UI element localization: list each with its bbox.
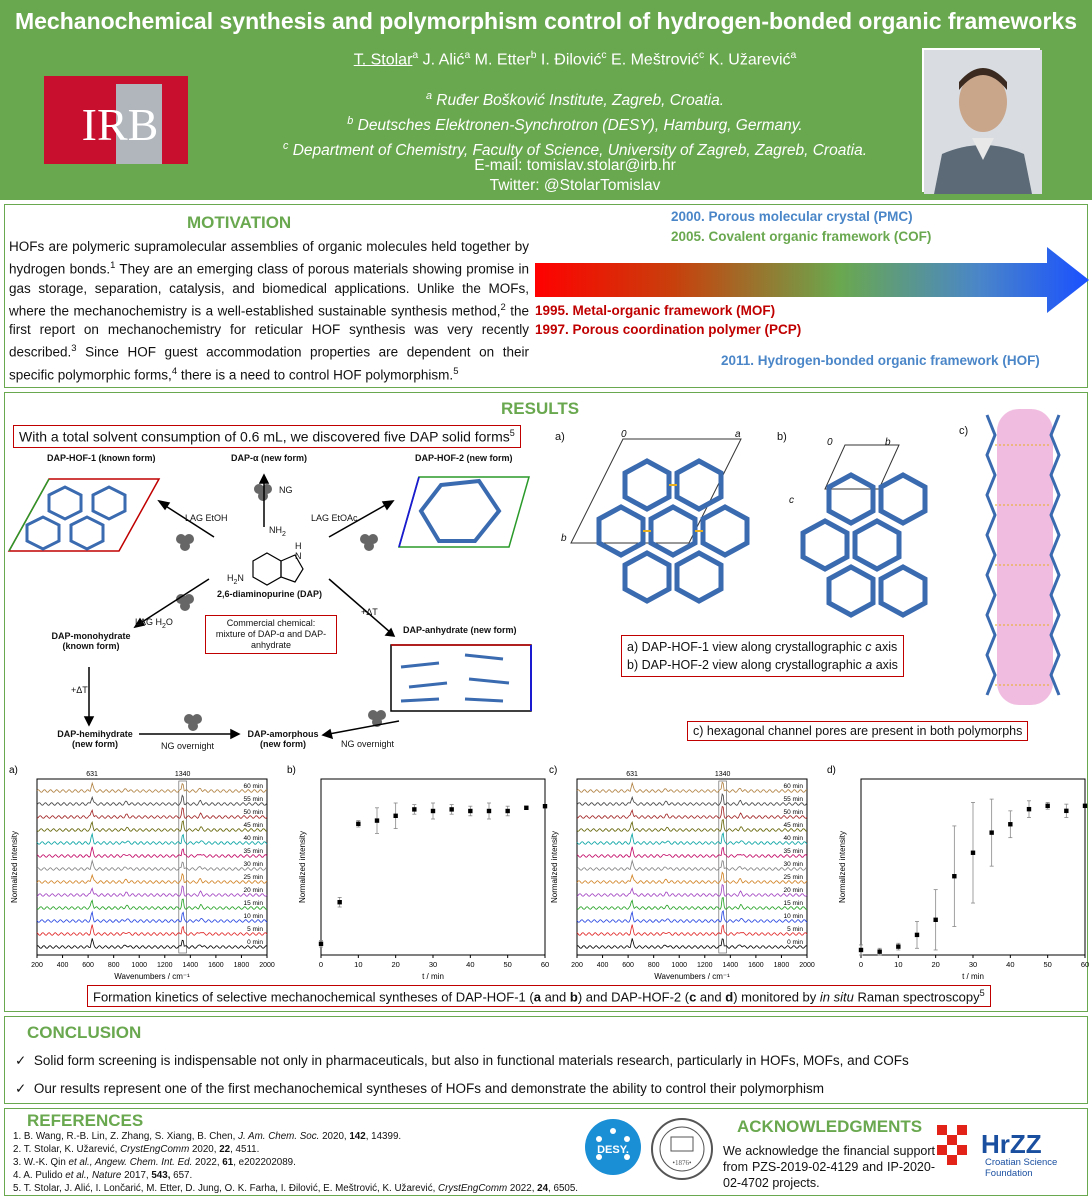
x-tick-label: 30 xyxy=(968,960,978,969)
series-label: 10 min xyxy=(783,913,803,920)
commercial-chemical-box: Commercial chemical: mixture of DAP-α and DAP-anhydrate xyxy=(205,615,337,654)
spectrum-line xyxy=(577,885,807,897)
solid-forms-claim xyxy=(13,425,521,448)
affiliation: $^b$ Deutsches Elektronen-Synchrotron (DESY), Hamburg, Germany. xyxy=(347,115,803,135)
spectrum-line xyxy=(37,861,267,871)
label-plus-dt-1: +ΔT xyxy=(361,607,378,617)
data-point xyxy=(319,942,323,946)
series-label: 0 min xyxy=(247,939,263,946)
hof1-crystal-view xyxy=(565,433,775,633)
hrzz-logo-caption: Croatian Science Foundation xyxy=(985,1157,1058,1179)
hof2-unit-cell xyxy=(399,477,529,547)
data-point xyxy=(933,918,937,922)
series-label: 60 min xyxy=(783,783,803,790)
data-point xyxy=(1045,804,1049,808)
series-label: 35 min xyxy=(783,848,803,855)
data-point xyxy=(989,830,993,834)
data-point xyxy=(896,944,900,948)
acknowledgments-text: We acknowledge the financial support from PZS-2019-02-4129 and IP-2020-02-4702 projects. xyxy=(723,1144,935,1190)
series-label: 30 min xyxy=(243,861,263,868)
spectrum-line xyxy=(577,847,807,858)
poster-title: Mechanochemical synthesis and polymorphism control of hydrogen-bonded organic frameworks xyxy=(14,8,1078,34)
author-name: E. Meštrović xyxy=(611,51,700,69)
data-point xyxy=(1083,804,1087,808)
poster-header xyxy=(0,0,1092,200)
label-hof1: DAP-HOF-1 (known form) xyxy=(47,453,156,463)
data-point xyxy=(1008,822,1012,826)
data-point xyxy=(487,809,491,813)
timeline-2005: 2005. Covalent organic framework (COF) xyxy=(671,229,932,244)
desy-logo-text: DESY. xyxy=(597,1144,629,1156)
hof2-structure xyxy=(421,481,499,541)
label-plus-dt-2: +ΔT xyxy=(71,685,88,695)
x-tick-label: 10 xyxy=(354,960,363,969)
caption-a: a) DAP-HOF-1 view along crystallographic c axis xyxy=(627,640,898,654)
reference-item: 4. A. Pulido et al., Nature 2017, 543, 657. xyxy=(13,1170,193,1181)
axis-label-a: a xyxy=(735,429,741,440)
ball-mill-icon xyxy=(176,594,194,611)
x-tick-label: 1200 xyxy=(696,962,713,969)
data-point xyxy=(431,809,435,813)
author-photo xyxy=(922,48,1040,192)
x-axis-label: t / min xyxy=(962,972,984,981)
author-name: K. Užarević xyxy=(708,51,791,69)
series-label: 55 min xyxy=(783,796,803,803)
series-label: 40 min xyxy=(783,835,803,842)
panel-label: b) xyxy=(287,765,296,776)
axis-label-0-b: 0 xyxy=(827,437,833,448)
timeline-1995: 1995. Metal-organic framework (MOF) xyxy=(535,303,776,318)
panel-label: c) xyxy=(549,765,558,776)
label-amorphous: DAP-amorphous (new form) xyxy=(247,729,319,749)
series-label: 10 min xyxy=(243,913,263,920)
x-tick-label: 800 xyxy=(107,962,120,969)
x-tick-label: 40 xyxy=(1006,960,1015,969)
data-point xyxy=(393,814,397,818)
caption-b: b) DAP-HOF-2 view along crystallographic a axis xyxy=(627,658,898,672)
x-tick-label: 1600 xyxy=(748,962,764,969)
axis-label-b-b: b xyxy=(885,437,891,448)
x-tick-label: 50 xyxy=(503,960,512,969)
spectrum-line xyxy=(37,938,267,948)
series-label: 25 min xyxy=(783,874,803,881)
affiliation-list xyxy=(230,86,920,161)
spectrum-line xyxy=(577,898,807,910)
series-label: 5 min xyxy=(247,926,263,933)
ball-mill-icon xyxy=(176,534,194,551)
data-point xyxy=(468,809,472,813)
x-tick-label: 1600 xyxy=(208,962,224,969)
panel-label: a) xyxy=(9,765,18,776)
series-label: 50 min xyxy=(243,809,263,816)
hof1-structure xyxy=(27,487,125,549)
y-axis-label: Normalized intensity xyxy=(298,830,307,904)
references-section xyxy=(4,1108,1088,1196)
ball-mill-icon xyxy=(360,534,378,551)
spectrum-line xyxy=(37,912,267,922)
spectrum-line xyxy=(37,834,267,844)
spectrum-line xyxy=(577,925,807,936)
author-list: T. Stolar$^a$ J. Alić$^a$ M. Etter$^b$ I. Đilović$^c$ E. Meštrović$^c$ K. Užarević$^a$ xyxy=(353,50,797,69)
label-dap-alpha: DAP-α (new form) xyxy=(231,453,308,463)
label-lag-etoac: LAG EtOAc xyxy=(311,513,358,523)
reference-item: 5. T. Stolar, J. Alić, I. Lončarić, M. Etter, D. Jung, O. K. Farha, I. Đilović, E. Meštrović, K. Užarević, CrystEngComm 2022, 24, 6505. xyxy=(13,1183,579,1194)
acknowledgments-title: ACKNOWLEDGMENTS xyxy=(737,1117,923,1136)
label-ng: NG xyxy=(279,485,293,495)
conclusion-title: CONCLUSION xyxy=(27,1023,142,1042)
peak-annotation: 631 xyxy=(626,771,638,778)
desy-logo xyxy=(583,1117,643,1177)
x-tick-label: 2000 xyxy=(799,962,815,969)
data-point xyxy=(1027,807,1031,811)
x-axis-label: t / min xyxy=(422,972,444,981)
spectrum-line xyxy=(37,808,267,818)
x-tick-label: 400 xyxy=(56,962,69,969)
data-point xyxy=(524,806,528,810)
data-point xyxy=(877,949,881,953)
spectrum-line xyxy=(577,872,807,883)
x-tick-label: 60 xyxy=(540,960,550,969)
conclusion-item: ✓ Our results represent one of the first mechanochemical syntheses of HOFs and demonstrate the ability to control their polymorphism xyxy=(15,1081,824,1096)
x-tick-label: 0 xyxy=(858,960,864,969)
spectrum-line xyxy=(37,783,267,792)
conclusion-section xyxy=(4,1016,1088,1104)
x-tick-label: 200 xyxy=(31,962,43,969)
author-name: M. Etter xyxy=(474,51,531,69)
label-nh2: $NH_2$ xyxy=(269,525,286,538)
email: E-mail: tomislav.stolar@irb.hr xyxy=(474,157,676,174)
series-label: 45 min xyxy=(243,822,263,829)
data-point xyxy=(412,807,416,811)
reference-item: 2. T. Stolar, K. Užarević, CrystEngComm 2020, 22, 4511. xyxy=(13,1144,260,1155)
x-tick-label: 600 xyxy=(622,962,634,969)
raman-spectra-a xyxy=(5,763,273,983)
label-lag-etoh: LAG EtOH xyxy=(185,513,228,523)
hof1-unit-cell xyxy=(9,479,159,551)
spectrum-line xyxy=(37,821,267,831)
claim-text: With a total solvent consumption of 0.6 mL, we discovered five DAP solid forms xyxy=(19,428,510,445)
data-point xyxy=(449,807,453,811)
spectrum-line xyxy=(37,886,267,896)
kinetics-plot-d xyxy=(821,763,1089,983)
x-tick-label: 60 xyxy=(1080,960,1090,969)
ball-mill-icon xyxy=(184,714,202,731)
channel-pores-caption: c) hexagonal channel pores are present in both polymorphs xyxy=(687,721,1028,741)
affiliation: $^c$ Department of Chemistry, Faculty of Science, University of Zagreb, Zagreb, Croatia. xyxy=(282,140,868,160)
plot-frame xyxy=(577,779,807,955)
series-label: 35 min xyxy=(243,848,263,855)
x-tick-label: 200 xyxy=(571,962,583,969)
ball-mill-icon xyxy=(254,484,272,501)
seal-year: •1876• xyxy=(672,1159,692,1167)
data-point xyxy=(505,809,509,813)
label-nh-ring: H N xyxy=(295,541,302,561)
contact-info xyxy=(230,156,920,196)
affiliation: $^a$ Ruđer Bošković Institute, Zagreb, Croatia. xyxy=(425,90,725,110)
panel-b-label: b) xyxy=(777,431,787,443)
series-label: 40 min xyxy=(243,835,263,842)
x-tick-label: 1400 xyxy=(182,962,199,969)
x-tick-label: 800 xyxy=(647,962,660,969)
data-point xyxy=(375,818,379,822)
twitter-handle: Twitter: @StolarTomislav xyxy=(489,177,661,194)
panel-c-label: c) xyxy=(959,425,969,437)
series-label: 45 min xyxy=(783,822,803,829)
x-tick-label: 1800 xyxy=(233,962,250,969)
data-point xyxy=(952,874,956,878)
motivation-section xyxy=(4,204,1088,388)
data-point xyxy=(915,933,919,937)
x-axis-label: Wavenumbers / cm⁻¹ xyxy=(654,972,730,981)
reference-item: 3. W.-K. Qin et al., Angew. Chem. Int. Ed. 2022, 61, e202202089. xyxy=(13,1157,296,1168)
x-tick-label: 600 xyxy=(82,962,94,969)
label-monohydrate: DAP-monohydrate (known form) xyxy=(51,631,131,651)
plot-frame xyxy=(37,779,267,955)
series-label: 5 min xyxy=(787,926,803,933)
x-tick-label: 0 xyxy=(318,960,324,969)
crystal-views-caption xyxy=(621,635,904,677)
x-tick-label: 1000 xyxy=(671,962,688,969)
data-point xyxy=(356,822,360,826)
claim-ref: 5 xyxy=(509,428,515,438)
axis-label-b: b xyxy=(561,533,567,544)
x-tick-label: 50 xyxy=(1043,960,1052,969)
reference-item: 1. B. Wang, R.-B. Lin, Z. Zhang, S. Xiang, B. Chen, J. Am. Chem. Soc. 2020, 142, 14399. xyxy=(13,1131,402,1142)
conclusion-item: ✓ Solid form screening is indispensable not only in pharmaceuticals, but also in functional materials research, particularly in HOFs, MOFs, and COFs xyxy=(15,1053,909,1068)
chemistry-seal xyxy=(649,1113,715,1191)
series-label: 15 min xyxy=(783,900,803,907)
spectrum-line xyxy=(37,874,267,884)
x-tick-label: 1800 xyxy=(773,962,790,969)
check-icon: ✓ xyxy=(15,1081,27,1096)
check-icon: ✓ xyxy=(15,1053,27,1068)
raman-spectra-c xyxy=(545,763,815,983)
series-label: 20 min xyxy=(783,887,803,894)
y-axis-label: Normalized intensity xyxy=(838,830,847,904)
timeline-2011: 2011. Hydrogen-bonded organic framework (HOF) xyxy=(721,353,1040,368)
x-tick-label: 10 xyxy=(894,960,903,969)
series-label: 55 min xyxy=(243,796,263,803)
peak-annotation: 1340 xyxy=(174,771,191,778)
hof2-crystal-view xyxy=(789,437,949,637)
spectrum-line xyxy=(577,794,807,805)
peak-annotation: 631 xyxy=(86,771,98,778)
x-tick-label: 40 xyxy=(466,960,475,969)
spectrum-line xyxy=(37,925,267,936)
spectrum-line xyxy=(37,847,267,858)
results-section xyxy=(4,392,1088,1012)
y-axis-label: Normalized intensity xyxy=(10,830,19,904)
references-title: REFERENCES xyxy=(27,1111,144,1130)
x-axis-label: Wavenumbers / cm⁻¹ xyxy=(114,972,190,981)
y-axis-label: Normalized intensity xyxy=(550,830,559,904)
irb-logo-text: IRB xyxy=(81,99,159,150)
x-tick-label: 20 xyxy=(931,960,940,969)
x-tick-label: 1000 xyxy=(131,962,148,969)
motivation-paragraph: HOFs are polymeric supramolecular assemblies of organic molecules held together by hydrogen bonds.$^1$ They are an emerging class of porous materials showing promise in gas storage, separation, catalysis, and biomedical applications. Unlike the MOFs, where the mechanochemistry is a well-established sustainable synthesis method,$^2$ the first report on mechanochemistry for reticular HOF synthesis was very recently described.$^3$ Since HOF guest accommodation properties are dependent on their specific polymorphic forms,$^4$ there is a need to control HOF polymorphism.$^5$ xyxy=(9,239,530,382)
x-tick-label: 1200 xyxy=(156,962,173,969)
panel-label: d) xyxy=(827,765,836,776)
spectrum-line xyxy=(577,938,807,948)
axis-label-0: 0 xyxy=(621,429,627,440)
axis-label-c: c xyxy=(789,495,794,506)
label-dap-name: 2,6-diaminopurine (DAP) xyxy=(217,589,323,599)
data-point xyxy=(337,900,341,904)
x-tick-label: 30 xyxy=(428,960,438,969)
label-ng-overnight-1: NG overnight xyxy=(161,741,215,751)
kinetics-plot-b xyxy=(281,763,549,983)
spectrum-line xyxy=(37,899,267,909)
spectrum-line xyxy=(577,807,807,819)
timeline-2000: 2000. Porous molecular crystal (PMC) xyxy=(671,209,913,224)
spectrum-line xyxy=(577,911,807,922)
peak-annotation: 1340 xyxy=(714,771,731,778)
spectrum-line xyxy=(577,782,807,792)
series-label: 0 min xyxy=(787,939,803,946)
label-h2n: $H_2N$ xyxy=(227,573,244,586)
series-label: 50 min xyxy=(783,809,803,816)
label-ng-overnight-2: NG overnight xyxy=(341,739,395,749)
spectrum-line xyxy=(577,861,807,871)
spectrum-line xyxy=(577,820,807,832)
series-label: 25 min xyxy=(243,874,263,881)
x-tick-label: 20 xyxy=(391,960,400,969)
hexagonal-channel-view xyxy=(973,405,1073,709)
series-label: 30 min xyxy=(783,861,803,868)
label-anhydrate: DAP-anhydrate (new form) xyxy=(403,625,517,635)
label-hemihydrate: DAP-hemihydrate (new form) xyxy=(57,729,133,749)
results-title: RESULTS xyxy=(501,399,580,418)
motivation-title: MOTIVATION xyxy=(187,213,292,232)
data-point xyxy=(971,851,975,855)
spectrum-line xyxy=(37,795,267,805)
x-tick-label: 1400 xyxy=(722,962,739,969)
hrzz-logo-text: HrZZ xyxy=(981,1129,1042,1159)
author-name: I. Đilović xyxy=(540,51,602,69)
label-lag-h2o: LAG $H_2O$ xyxy=(135,617,173,630)
author-name: J. Alić xyxy=(422,51,465,69)
irb-logo xyxy=(44,76,188,164)
series-label: 20 min xyxy=(243,887,263,894)
spectrum-line xyxy=(577,833,807,844)
data-point xyxy=(1064,809,1068,813)
reaction-scheme xyxy=(9,449,549,761)
timeline-1997: 1997. Porous coordination polymer (PCP) xyxy=(535,322,802,337)
data-point xyxy=(859,948,863,952)
label-hof2: DAP-HOF-2 (new form) xyxy=(415,453,513,463)
x-tick-label: 2000 xyxy=(259,962,275,969)
kinetics-caption: Formation kinetics of selective mechanochemical syntheses of DAP-HOF-1 (a and b) and DAP-HOF-2 (c and d) monitored by in situ Raman spectroscopy$^5$ xyxy=(87,985,991,1007)
series-label: 60 min xyxy=(243,783,263,790)
series-label: 15 min xyxy=(243,900,263,907)
author-name: T. Stolar xyxy=(353,51,413,69)
panel-a-label: a) xyxy=(555,431,565,443)
x-tick-label: 400 xyxy=(596,962,609,969)
